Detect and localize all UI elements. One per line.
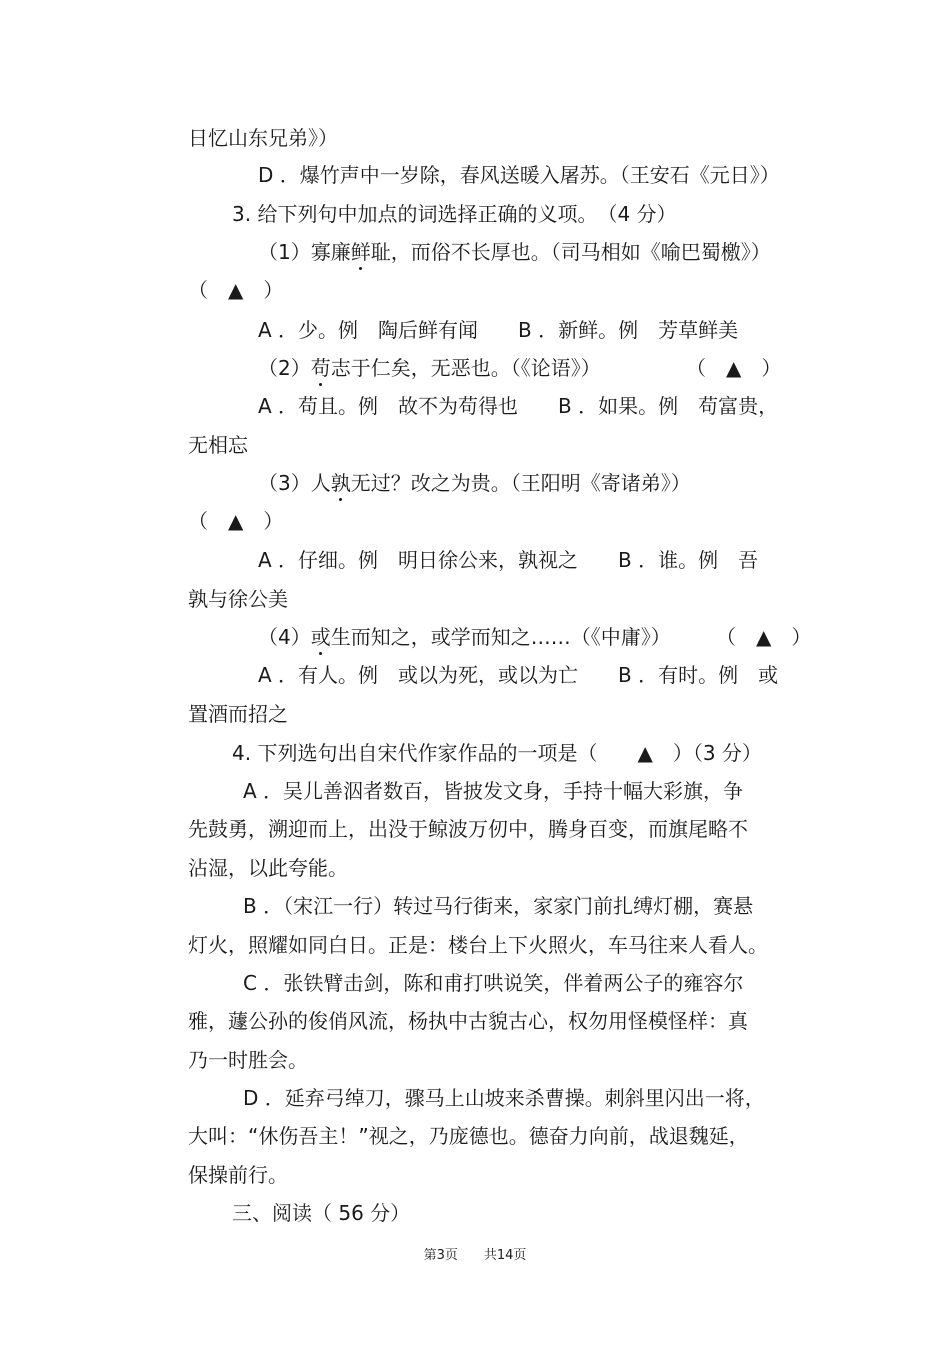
- question-4-heading: 4. 下列选句出自宋代作家作品的一项是（ ▲ ）（3 分）: [232, 741, 762, 765]
- answer-blank: （ ▲ ）: [716, 625, 812, 649]
- option-d-line: D ．爆竹声中一岁除，春风送暖入屠苏。（王安石《元日》）: [258, 163, 780, 187]
- q3-item-3-options: A ．仔细。例 明日徐公来，孰视之 B ．谁。例 吾: [258, 548, 759, 572]
- q3-item-4-options: A ．有人。例 或以为死，或以为亡 B ．有时。例 或: [258, 663, 779, 687]
- section-heading: 三、阅读（ 56 分）: [232, 1201, 411, 1225]
- text-line: 无相忘: [188, 433, 248, 457]
- answer-blank: （ ▲ ）: [686, 356, 782, 380]
- text-line: 保操前行。: [188, 1163, 288, 1187]
- page-footer: [0, 1248, 950, 1264]
- q4-option-c: C ．张铁臂击剑，陈和甫打哄说笑，伴着两公子的雍容尔: [243, 971, 744, 995]
- question-3-heading: 3. 给下列句中加点的词选择正确的义项。 （4 分）: [232, 202, 677, 226]
- q3-item-2: （2）苟志于仁矣，无恶也。（《论语》） （ ▲ ）: [258, 356, 782, 380]
- text-line: 置酒而招之: [188, 702, 288, 726]
- text-line: 大叫：“休伤吾主！”视之，乃庞德也。德奋力向前，战退魏延，: [188, 1124, 749, 1148]
- page-total: 共14页: [483, 1248, 527, 1263]
- text-line: 沾湿，以此夸能。: [188, 856, 348, 880]
- answer-blank: （ ▲ ）: [188, 509, 284, 533]
- text-line: 乃一时胜会。: [188, 1048, 308, 1072]
- text-line: 雅，蘧公孙的俊俏风流，杨执中古貌古心，权勿用怪模怪样：真: [188, 1009, 748, 1033]
- q3-item-4: （4）或生而知之，或学而知之……（《中庸》） （ ▲ ）: [258, 625, 812, 649]
- text-line: 孰与徐公美: [188, 587, 288, 611]
- page-number: 第3页: [423, 1248, 458, 1263]
- q3-item-1-options: A ．少。例 陶后鲜有闻 B ．新鲜。例 芳草鲜美: [258, 318, 739, 342]
- text-line: 日忆山东兄弟》）: [188, 126, 338, 150]
- q3-item-1: （1）寡廉鲜耻，而俗不长厚也。（司马相如《喻巴蜀檄》）: [258, 240, 771, 264]
- text-line: 先鼓勇，溯迎而上，出没于鲸波万仞中，腾身百变，而旗尾略不: [188, 817, 748, 841]
- text-line: 灯火，照耀如同白日。正是：楼台上下火照火，车马往来人看人。: [188, 933, 768, 957]
- dotted-word: 鲜: [350, 240, 371, 264]
- dotted-word: 或: [310, 625, 331, 649]
- q3-item-3: （3）人孰无过？改之为贵。（王阳明《寄诸弟》）: [258, 471, 691, 495]
- q3-item-2-options: A ．苟且。例 故不为苟得也 B ．如果。例 苟富贵，: [258, 394, 779, 418]
- dotted-word: 苟: [310, 356, 331, 380]
- answer-blank: （ ▲ ）: [188, 278, 284, 302]
- q4-option-a: A ．吴儿善泅者数百，皆披发文身，手持十幅大彩旗，争: [243, 779, 744, 803]
- dotted-word: 孰: [330, 471, 351, 495]
- q4-option-b: B ．（宋江一行）转过马行街来，家家门前扎缚灯棚，赛悬: [243, 894, 754, 918]
- q4-option-d: D ．延弃弓绰刀，骤马上山坡来杀曹操。刺斜里闪出一将，: [243, 1086, 765, 1110]
